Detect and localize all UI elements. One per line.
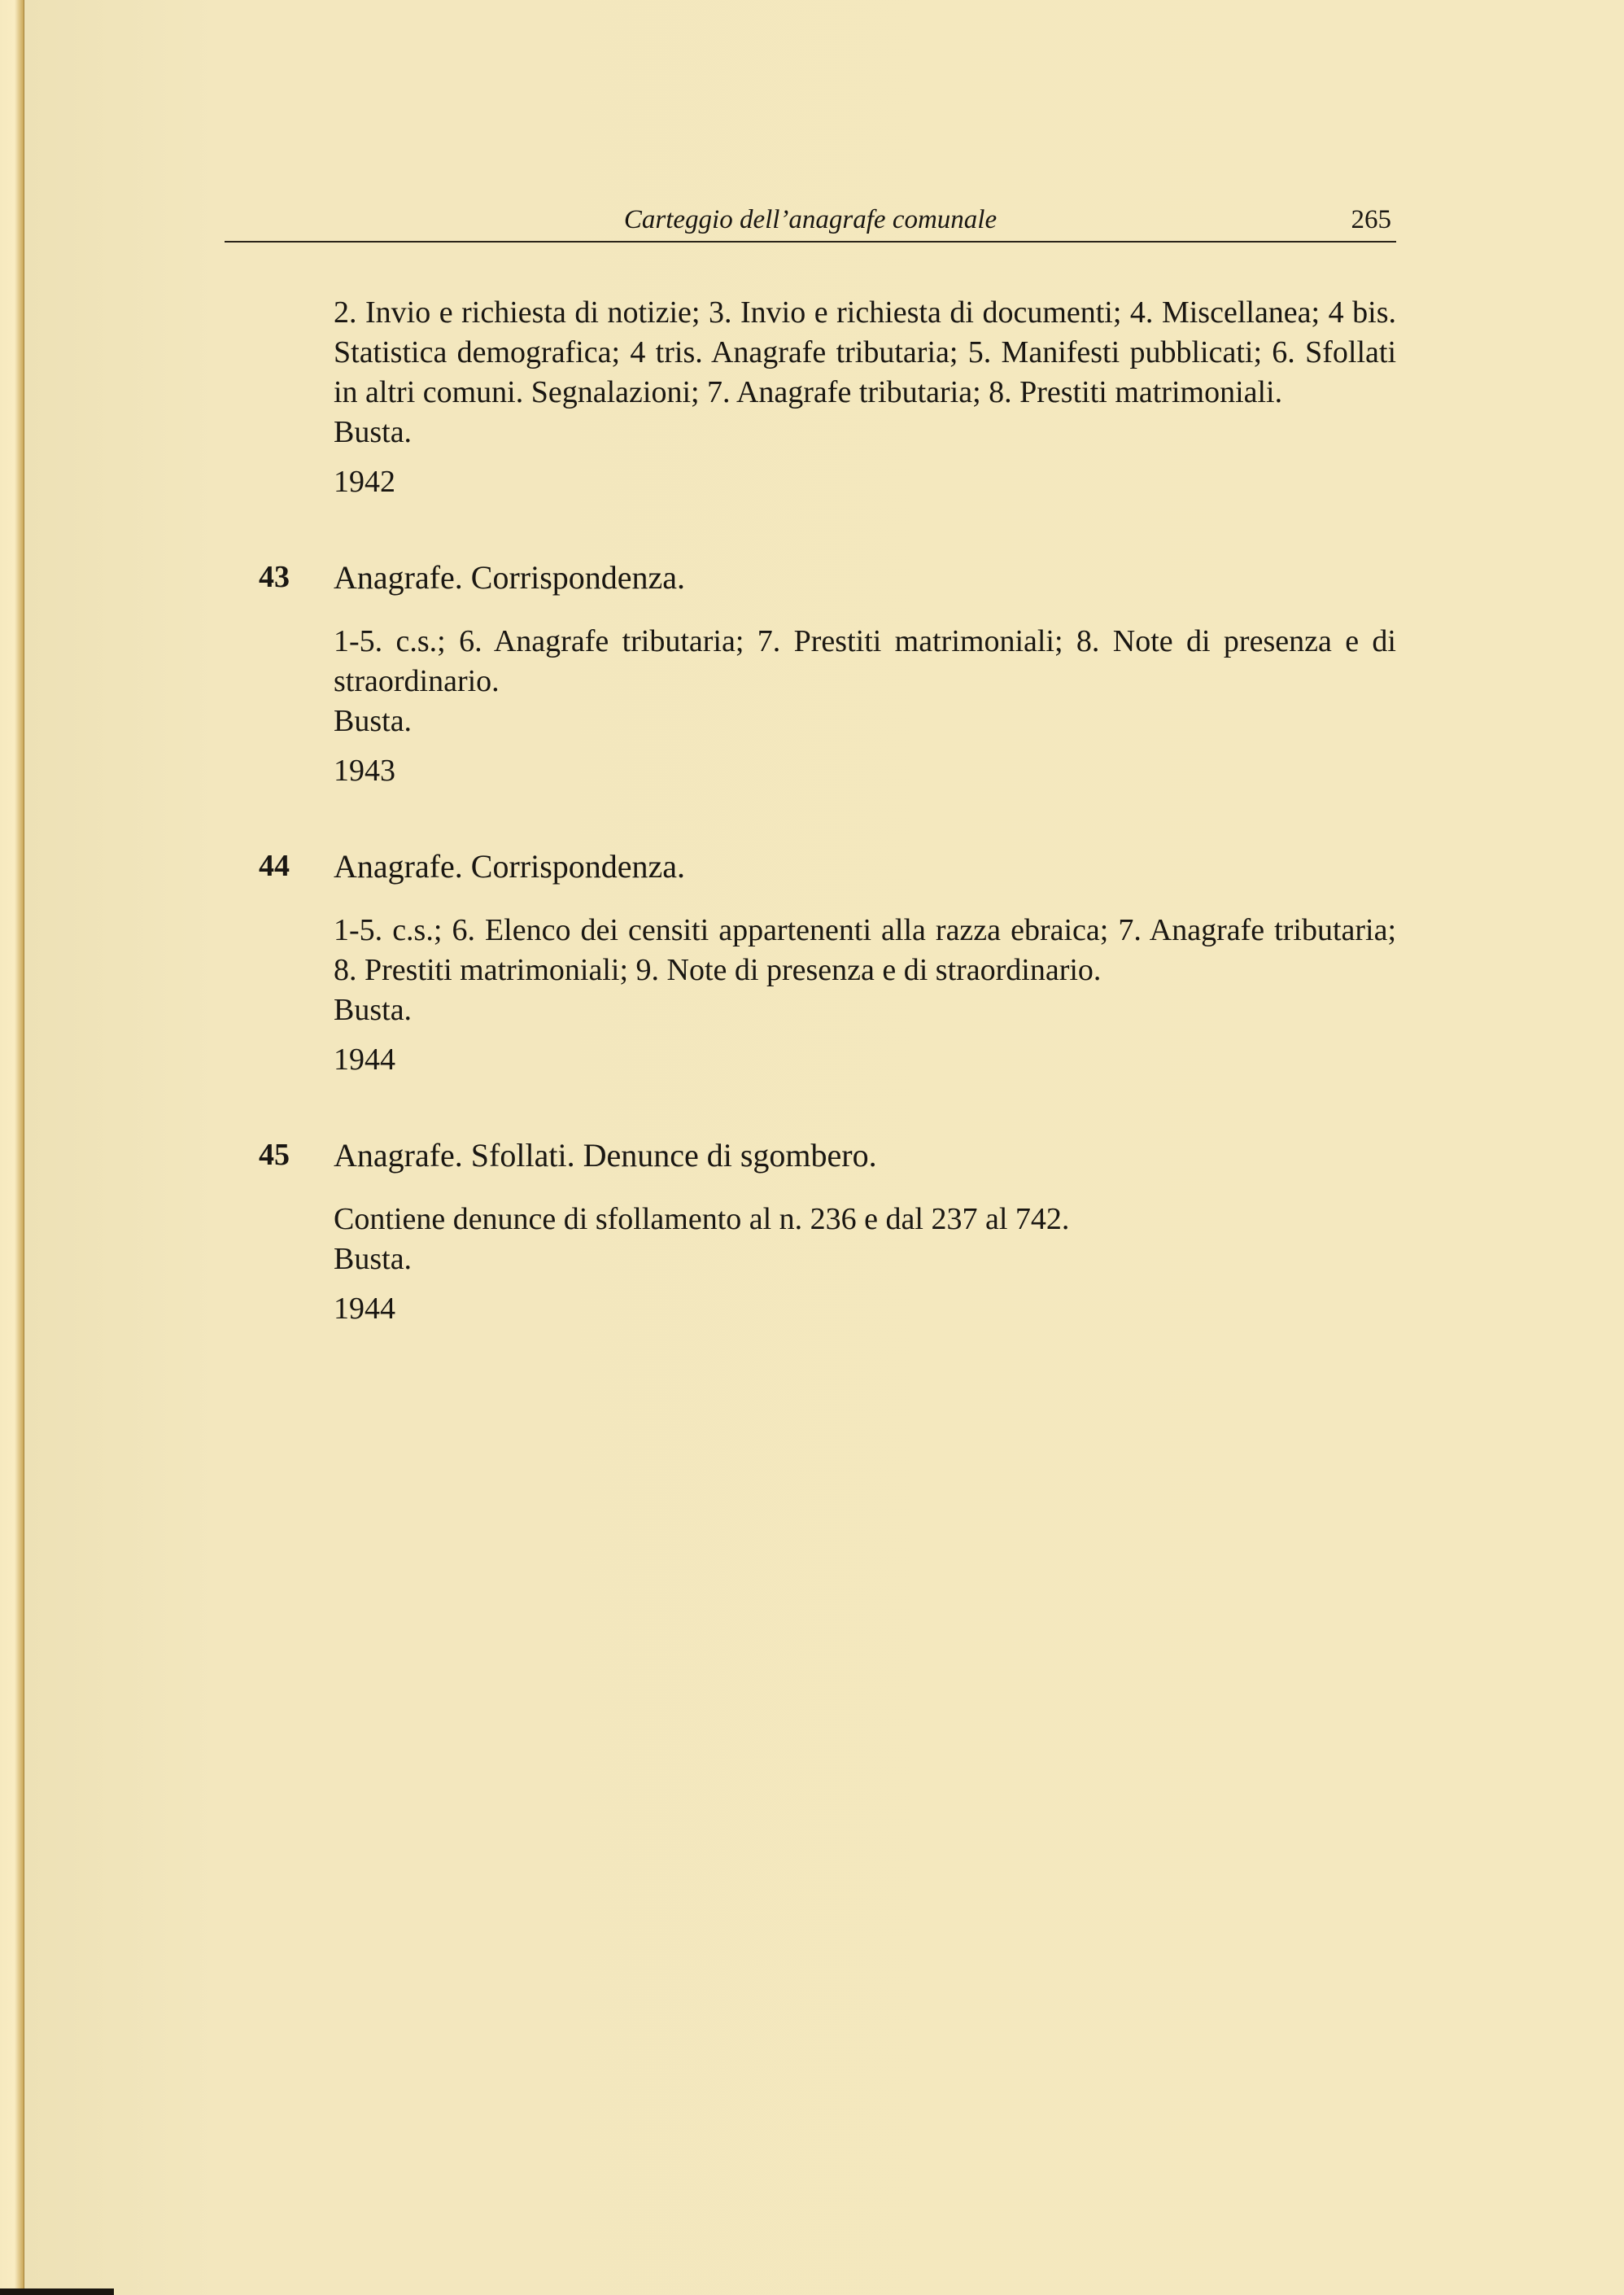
entry-description: 1-5. c.s.; 6. Anagrafe tributaria; 7. Prestiti matrimoniali; 8. Note di presenza e di straordinario. xyxy=(334,624,1396,698)
running-title: Carteggio dell’anagrafe comunale xyxy=(623,205,998,234)
page-corner-shadow xyxy=(0,2288,114,2295)
running-header xyxy=(225,200,1396,243)
entry-type: Busta. xyxy=(334,415,413,449)
entry-description: 1-5. c.s.; 6. Elenco dei censiti appartenenti alla razza ebraica; 7. Anagrafe tributaria; 8. Prestiti matrimoniali; 9. Note di presenza e di straordinario. xyxy=(334,913,1396,987)
entry-type: Busta. xyxy=(334,704,413,738)
entry-type: Busta. xyxy=(334,1242,413,1276)
entry-number: 43 xyxy=(259,560,290,594)
entry-title: Anagrafe. Sfollati. Denunce di sgombero. xyxy=(334,1137,877,1174)
archive-entry-45 xyxy=(225,1135,1396,1329)
book-spine-edge xyxy=(0,0,24,2295)
page-content xyxy=(225,293,1396,1329)
entry-title: Anagrafe. Corrispondenza. xyxy=(334,559,686,596)
entry-date: 1944 xyxy=(334,1043,395,1077)
entry-description: Contiene denunce di sfollamento al n. 236 e dal 237 al 742. xyxy=(334,1202,1070,1236)
archive-entry-44 xyxy=(225,846,1396,1080)
entry-date: 1942 xyxy=(334,465,395,499)
archive-entry-43 xyxy=(225,557,1396,791)
entry-number: 45 xyxy=(259,1138,290,1172)
entry-type: Busta. xyxy=(334,993,413,1027)
entry-number: 44 xyxy=(259,849,290,883)
entry-date: 1943 xyxy=(334,754,395,788)
entry-description: 2. Invio e richiesta di notizie; 3. Invio e richiesta di documenti; 4. Miscellanea; 4 bis. Statistica demografica; 4 tris. Anagrafe tributaria; 5. Manifesti pubblicati; 6. Sfollati in altri comuni. Segnalazioni; 7. Anagrafe tributaria; 8. Prestiti matrimoniali. xyxy=(334,295,1396,409)
entry-title: Anagrafe. Corrispondenza. xyxy=(334,848,686,885)
entry-date: 1944 xyxy=(334,1292,395,1326)
page-number: 265 xyxy=(1351,205,1391,234)
continued-entry xyxy=(225,293,1396,502)
